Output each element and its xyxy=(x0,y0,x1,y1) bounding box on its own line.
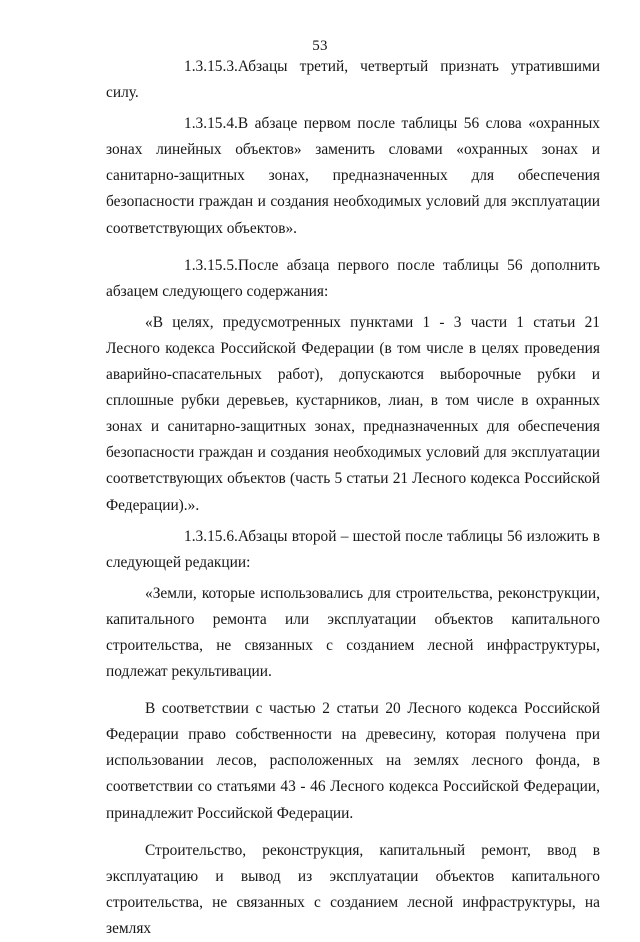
paragraph-number: 1.3.15.4. xyxy=(184,115,238,133)
paragraph-text: В соответствии с частью 2 статьи 20 Лесного кодекса Российской Федерации право собственности на древесину, которая получена при использовании лесов, расположенных на землях лесного фонда, в соответствии со статьями 43 - 46 Лесного кодекса Российской Федерации, принадлежит Российской Федерации. xyxy=(106,700,600,822)
quoted-paragraph-land-recultivation xyxy=(106,581,600,685)
document-body xyxy=(106,54,600,942)
paragraph-construction xyxy=(106,838,600,942)
paragraph-number: 1.3.15.5. xyxy=(184,256,238,274)
paragraph-text: «В целях, предусмотренных пунктами 1 - 3 части 1 статьи 21 Лесного кодекса Российской Федерации (в том числе в целях проведения аварийно-спасательных работ), допускаются выборочные рубки и сплошные рубки деревьев, кустарников, лиан, в том числе в охранных зонах и санитарно-защитных зонах, предназначенных для обеспечения безопасности граждан и создания необходимых условий для эксплуатации соответствующих объектов (часть 5 статьи 21 Лесного кодекса Российской Федерации).». xyxy=(106,313,600,514)
paragraph-1-3-15-3 xyxy=(106,54,600,106)
quoted-paragraph-forest-cutting xyxy=(106,310,600,519)
paragraph-1-3-15-4 xyxy=(106,111,600,241)
paragraph-text: Абзацы второй – шестой после таблицы 56 изложить в следующей редакции: xyxy=(106,527,600,571)
paragraph-text: Строительство, реконструкция, капитальный ремонт, ввод в эксплуатацию и вывод из эксплуатации объектов капитального строительства, не связанных с созданием лесной инфраструктуры, на землях xyxy=(106,841,600,937)
paragraph-text: После абзаца первого после таблицы 56 дополнить абзацем следующего содержания: xyxy=(106,256,600,300)
paragraph-1-3-15-6 xyxy=(106,524,600,576)
paragraph-text: Абзацы третий, четвертый признать утратившими силу. xyxy=(106,58,600,102)
page-number: 53 xyxy=(312,38,328,54)
paragraph-text: «Земли, которые использовались для строительства, реконструкции, капитального ремонта или эксплуатации объектов капитального строительства, не связанных с созданием лесной инфраструктуры, подлежат рекультивации. xyxy=(106,584,600,681)
paragraph-timber-ownership xyxy=(106,696,600,826)
paragraph-text: В абзаце первом после таблицы 56 слова «охранных зонах линейных объектов» заменить словами «охранных зонах и санитарно-защитных зонах, предназначенных для обеспечения безопасности граждан и создания необходимых условий для эксплуатации соответствующих объектов». xyxy=(106,115,600,237)
paragraph-1-3-15-5 xyxy=(106,253,600,305)
paragraph-number: 1.3.15.6. xyxy=(184,527,238,545)
paragraph-number: 1.3.15.3. xyxy=(184,58,238,75)
